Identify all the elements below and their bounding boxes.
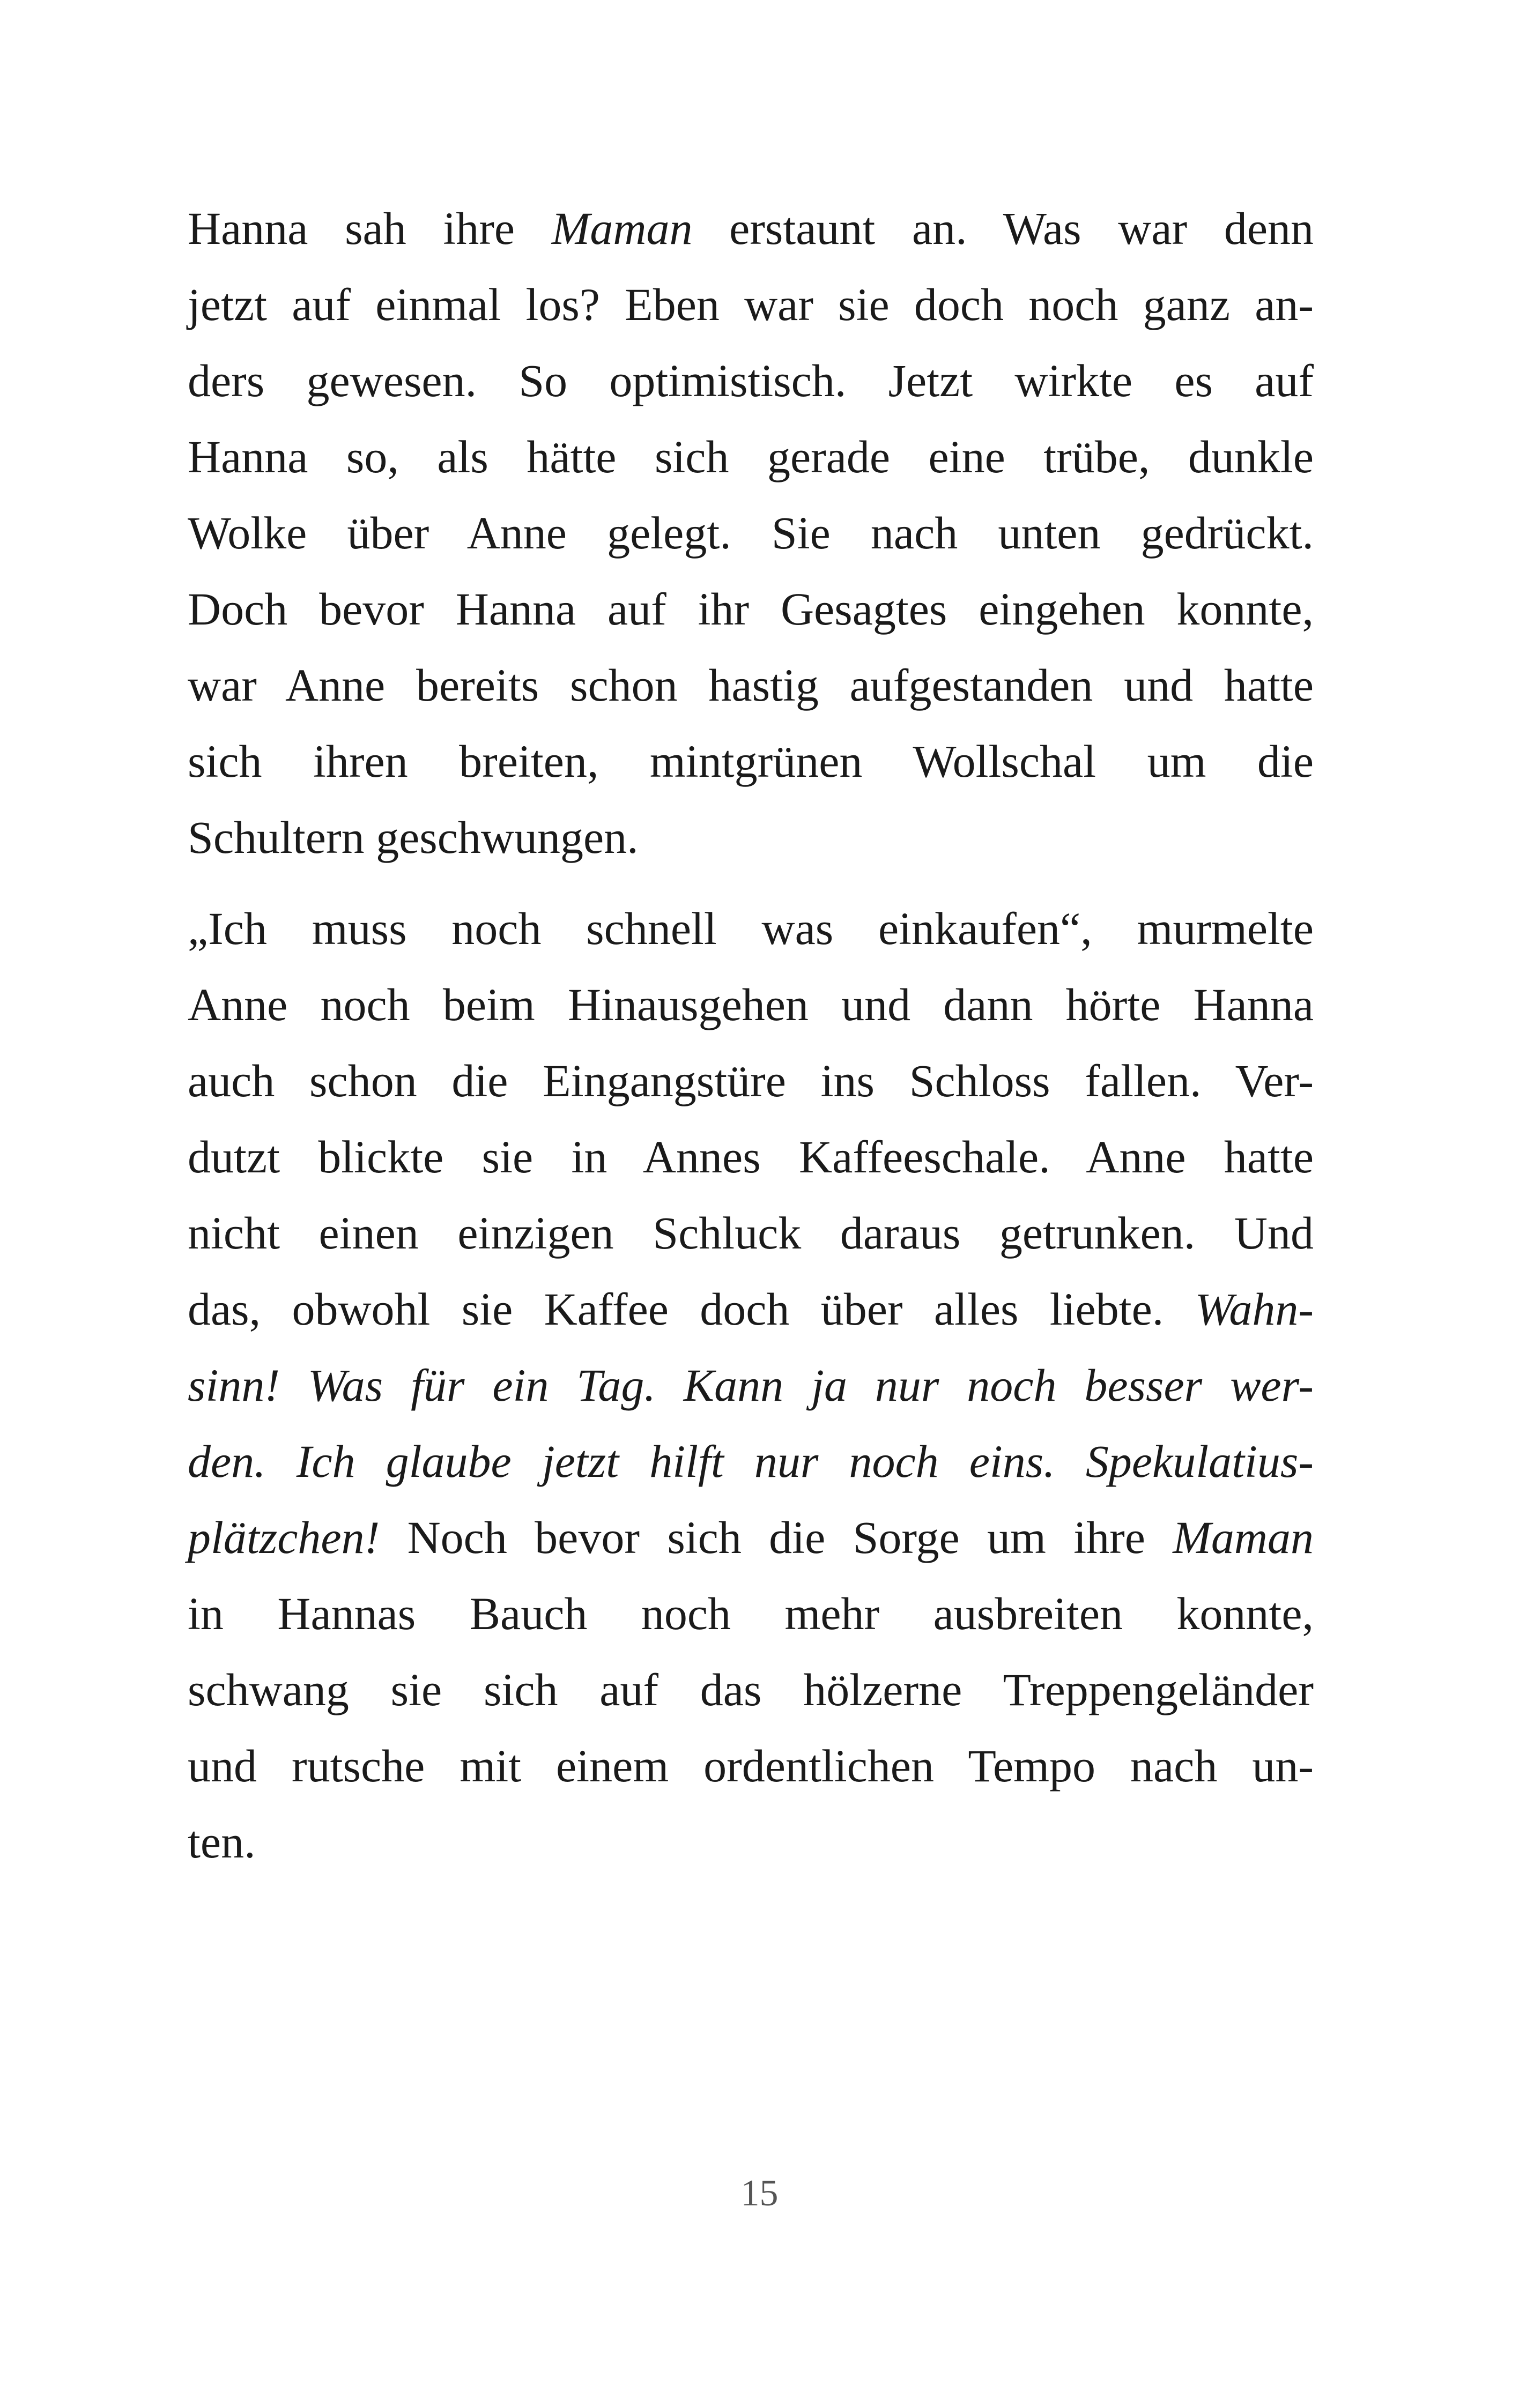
text-line: sich ihren breiten, mintgrünen Wollschal um die bbox=[188, 735, 1314, 787]
italic-phrase: plätzchen! bbox=[188, 1512, 380, 1563]
text-line: das, obwohl sie Kaffee doch über alles liebte. Wahn- bbox=[188, 1283, 1314, 1335]
body-text bbox=[188, 190, 1314, 1880]
text-line: Hanna so, als hätte sich gerade eine trübe, dunkle bbox=[188, 431, 1314, 482]
italic-phrase: den. Ich glaube jetzt hilft nur noch eins. Spekulatius- bbox=[188, 1436, 1314, 1487]
text-line: schwang sie sich auf das hölzerne Treppengeländer bbox=[188, 1664, 1314, 1715]
text-line: war Anne bereits schon hastig aufgestanden und hatte bbox=[188, 659, 1314, 711]
text-line: plätzchen! Noch bevor sich die Sorge um ihre Maman bbox=[188, 1512, 1314, 1563]
text-line: Hanna sah ihre Maman erstaunt an. Was war denn bbox=[188, 203, 1314, 254]
text-line: nicht einen einzigen Schluck daraus getrunken. Und bbox=[188, 1207, 1314, 1259]
text-line: Doch bevor Hanna auf ihr Gesagtes eingehen konnte, bbox=[188, 583, 1314, 635]
page-number: 15 bbox=[740, 2173, 779, 2214]
text-line: dutzt blickte sie in Annes Kaffeeschale. Anne hatte bbox=[188, 1131, 1314, 1183]
text-line: Schultern geschwungen. bbox=[188, 812, 639, 863]
text-line bbox=[188, 1347, 1314, 1423]
italic-phrase: Maman bbox=[551, 203, 693, 254]
text-line: auch schon die Eingangstüre ins Schloss fallen. Ver- bbox=[188, 1055, 1314, 1106]
text-line: jetzt auf einmal los? Eben war sie doch noch ganz an- bbox=[188, 279, 1314, 330]
text-line: Anne noch beim Hinausgehen und dann hörte Hanna bbox=[188, 979, 1314, 1030]
italic-phrase: Maman bbox=[1173, 1512, 1314, 1563]
text-line bbox=[188, 1423, 1314, 1499]
text-line: in Hannas Bauch noch mehr ausbreiten konnte, bbox=[188, 1588, 1314, 1639]
italic-phrase: sinn! Was für ein Tag. Kann ja nur noch besser wer- bbox=[188, 1359, 1314, 1411]
text-line: ders gewesen. So optimistisch. Jetzt wirkte es auf bbox=[188, 355, 1314, 406]
italic-phrase: Wahn- bbox=[1195, 1283, 1314, 1335]
text-line: ten. bbox=[188, 1816, 256, 1868]
text-line: und rutsche mit einem ordentlichen Tempo nach un- bbox=[188, 1740, 1314, 1792]
paragraph-2 bbox=[188, 890, 1314, 1880]
text-line: Wolke über Anne gelegt. Sie nach unten gedrückt. bbox=[188, 507, 1314, 559]
paragraph-1 bbox=[188, 190, 1314, 875]
text-line: „Ich muss noch schnell was einkaufen“, murmelte bbox=[188, 903, 1314, 954]
